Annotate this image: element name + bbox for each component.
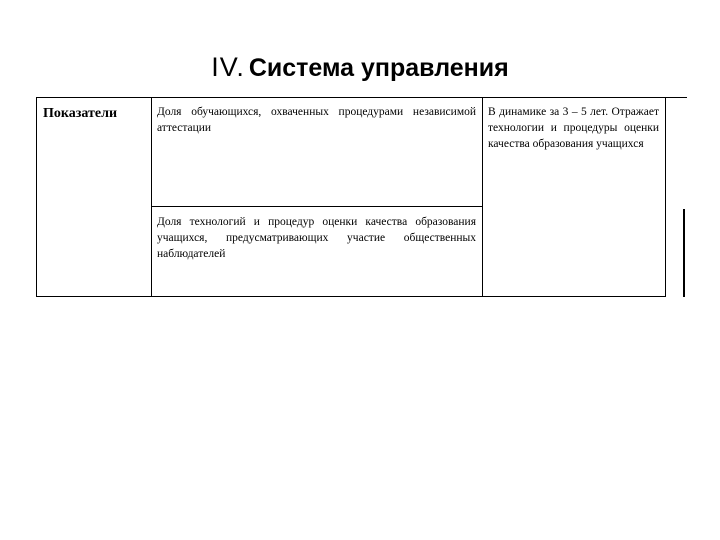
indicator-cell-public-observers [151, 206, 483, 297]
indicators-table [36, 97, 687, 297]
indicator-text: Доля обучающихся, охваченных процедурами независимой аттестации [157, 106, 476, 134]
indicators-label-cell [36, 97, 152, 297]
note-text: В динамике за 3 – 5 лет. Отражает технологии и процедуры оценки качества образования учащихся [488, 106, 659, 150]
note-cell [482, 97, 666, 297]
table-top-border-extension [665, 97, 687, 98]
table-right-border-stub [683, 209, 685, 297]
indicator-cell-independent-attestation [151, 97, 483, 207]
slide-title [0, 52, 720, 83]
title-section-numeral: IV. [211, 52, 245, 82]
indicators-label: Показатели [43, 106, 118, 121]
title-section-name: Система управления [248, 54, 509, 82]
indicator-text: Доля технологий и процедур оценки качества образования учащихся, предусматривающих участие общественных наблюдателей [157, 216, 476, 260]
